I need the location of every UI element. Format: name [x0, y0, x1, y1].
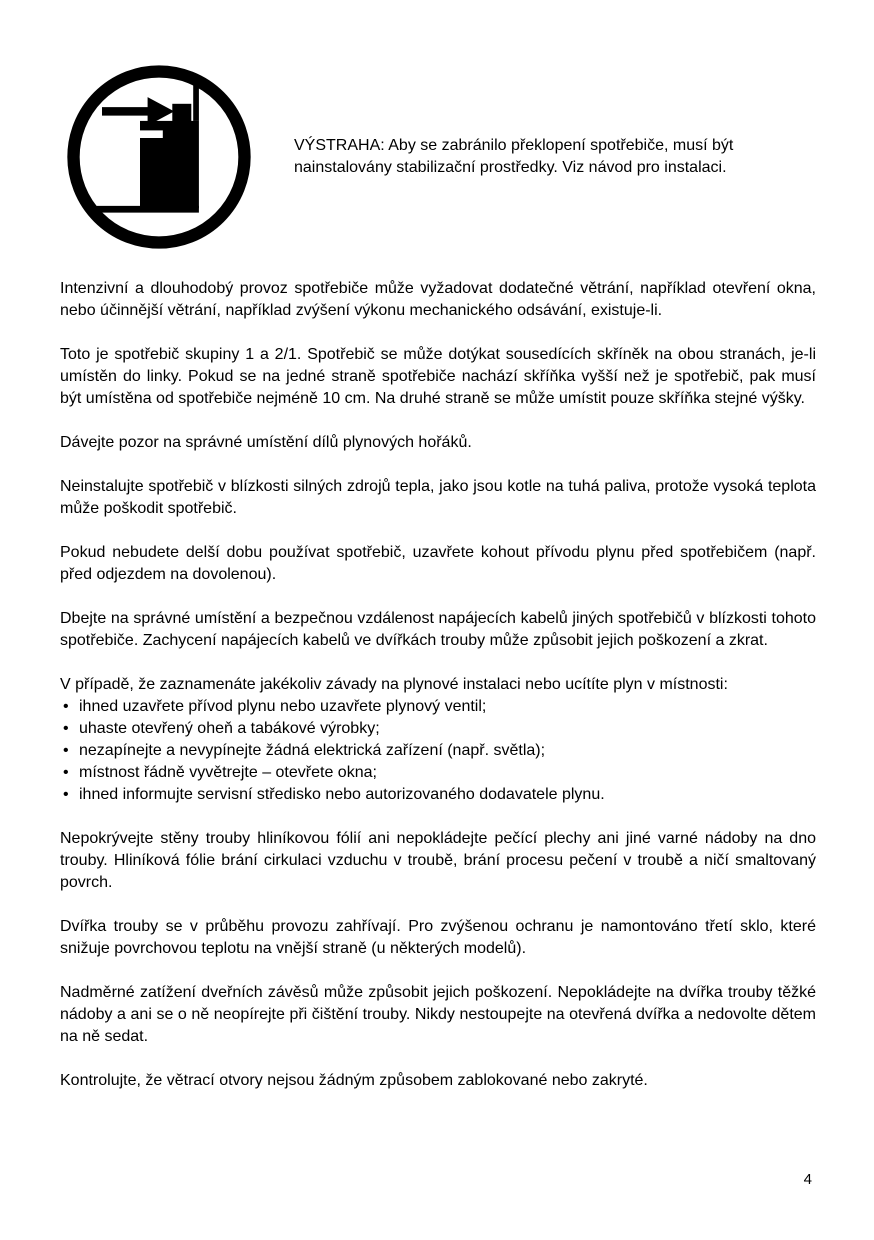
bullet-item: • uhaste otevřený oheň a tabákové výrobky; — [60, 718, 816, 740]
warning-header — [64, 62, 816, 252]
paragraph-power-cables: Dbejte na správné umístění a bezpečnou vzdálenost napájecích kabelů jiných spotřebičů v blízkosti tohoto spotřebiče. Zachycení napájecích kabelů ve dvířkách trouby může způsobit jejich poškození a zkrat. — [60, 610, 816, 649]
paragraph-aluminium-foil: Nepokrývejte stěny trouby hliníkovou fólií ani nepokládejte pečící plechy ani jiné varné nádoby na dno trouby. Hliníková fólie brání cirkulaci vzduchu v troubě, brání procesu pečení v troubě a ničí smaltovaný povrch. — [60, 830, 816, 891]
bullet-item: • nezapínejte a nevypínejte žádná elektrická zařízení (např. světla); — [60, 740, 816, 762]
paragraph-ventilation: Intenzivní a dlouhodobý provoz spotřebiče může vyžadovat dodatečné větrání, například otevření okna, nebo účinnější větrání, například zvýšení výkonu mechanického odsávání, existuje-li. — [60, 280, 816, 319]
gas-leak-bullet-list — [60, 696, 816, 806]
bullet-item: • ihned informujte servisní středisko nebo autorizovaného dodavatele plynu. — [60, 784, 816, 806]
paragraph-door-hinges: Nadměrné zatížení dveřních závěsů může způsobit jejich poškození. Nepokládejte na dvířka trouby těžké nádoby a ani se o ně neopírejte při čištění trouby. Nikdy nestoupejte na otevřená dvířka a nedovolte dětem na ně sedat. — [60, 984, 816, 1045]
paragraph-gas-valve: Pokud nebudete delší dobu používat spotřebič, uzavřete kohout přívodu plynu před spotřebičem (např. před odjezdem na dovolenou). — [60, 544, 816, 583]
paragraph-door-glass: Dvířka trouby se v průběhu provozu zahřívají. Pro zvýšenou ochranu je namontováno třetí sklo, které snižuje povrchovou teplotu na vnější straně (u některých modelů). — [60, 918, 816, 957]
paragraph-vents: Kontrolujte, že větrací otvory nejsou žádným způsobem zablokované nebo zakryté. — [60, 1072, 648, 1089]
paragraph-burner-parts: Dávejte pozor na správné umístění dílů plynových hořáků. — [60, 434, 472, 451]
warning-text: VÝSTRAHA: Aby se zabránilo překlopení spotřebiče, musí být nainstalovány stabilizační prostředky. Viz návod pro instalaci. — [294, 137, 734, 176]
paragraph-gas-leak-intro: V případě, že zaznamenáte jakékoliv závady na plynové instalaci nebo ucítíte plyn v místnosti: — [60, 676, 728, 693]
bullet-item: • ihned uzavřete přívod plynu nebo uzavřete plynový ventil; — [60, 696, 816, 718]
paragraph-heat-sources: Neinstalujte spotřebič v blízkosti silných zdrojů tepla, jako jsou kotle na tuhá paliva, protože vysoká teplota může poškodit spotřebič. — [60, 478, 816, 517]
body-text — [60, 278, 816, 1092]
appliance-tip-over-icon — [64, 62, 254, 252]
paragraph-appliance-group: Toto je spotřebič skupiny 1 a 2/1. Spotřebič se může dotýkat sousedících skříněk na obou stranách, je-li umístěn do linky. Pokud se na jedné straně spotřebiče nachází skříňka vyšší než je spotřebič, pak musí být umístěna od spotřebiče nejméně 10 cm. Na druhé straně se může umístit pouze skříňka stejné výšky. — [60, 346, 816, 407]
page-number: 4 — [803, 1171, 812, 1188]
bullet-item: • místnost řádně vyvětrejte – otevřete okna; — [60, 762, 816, 784]
